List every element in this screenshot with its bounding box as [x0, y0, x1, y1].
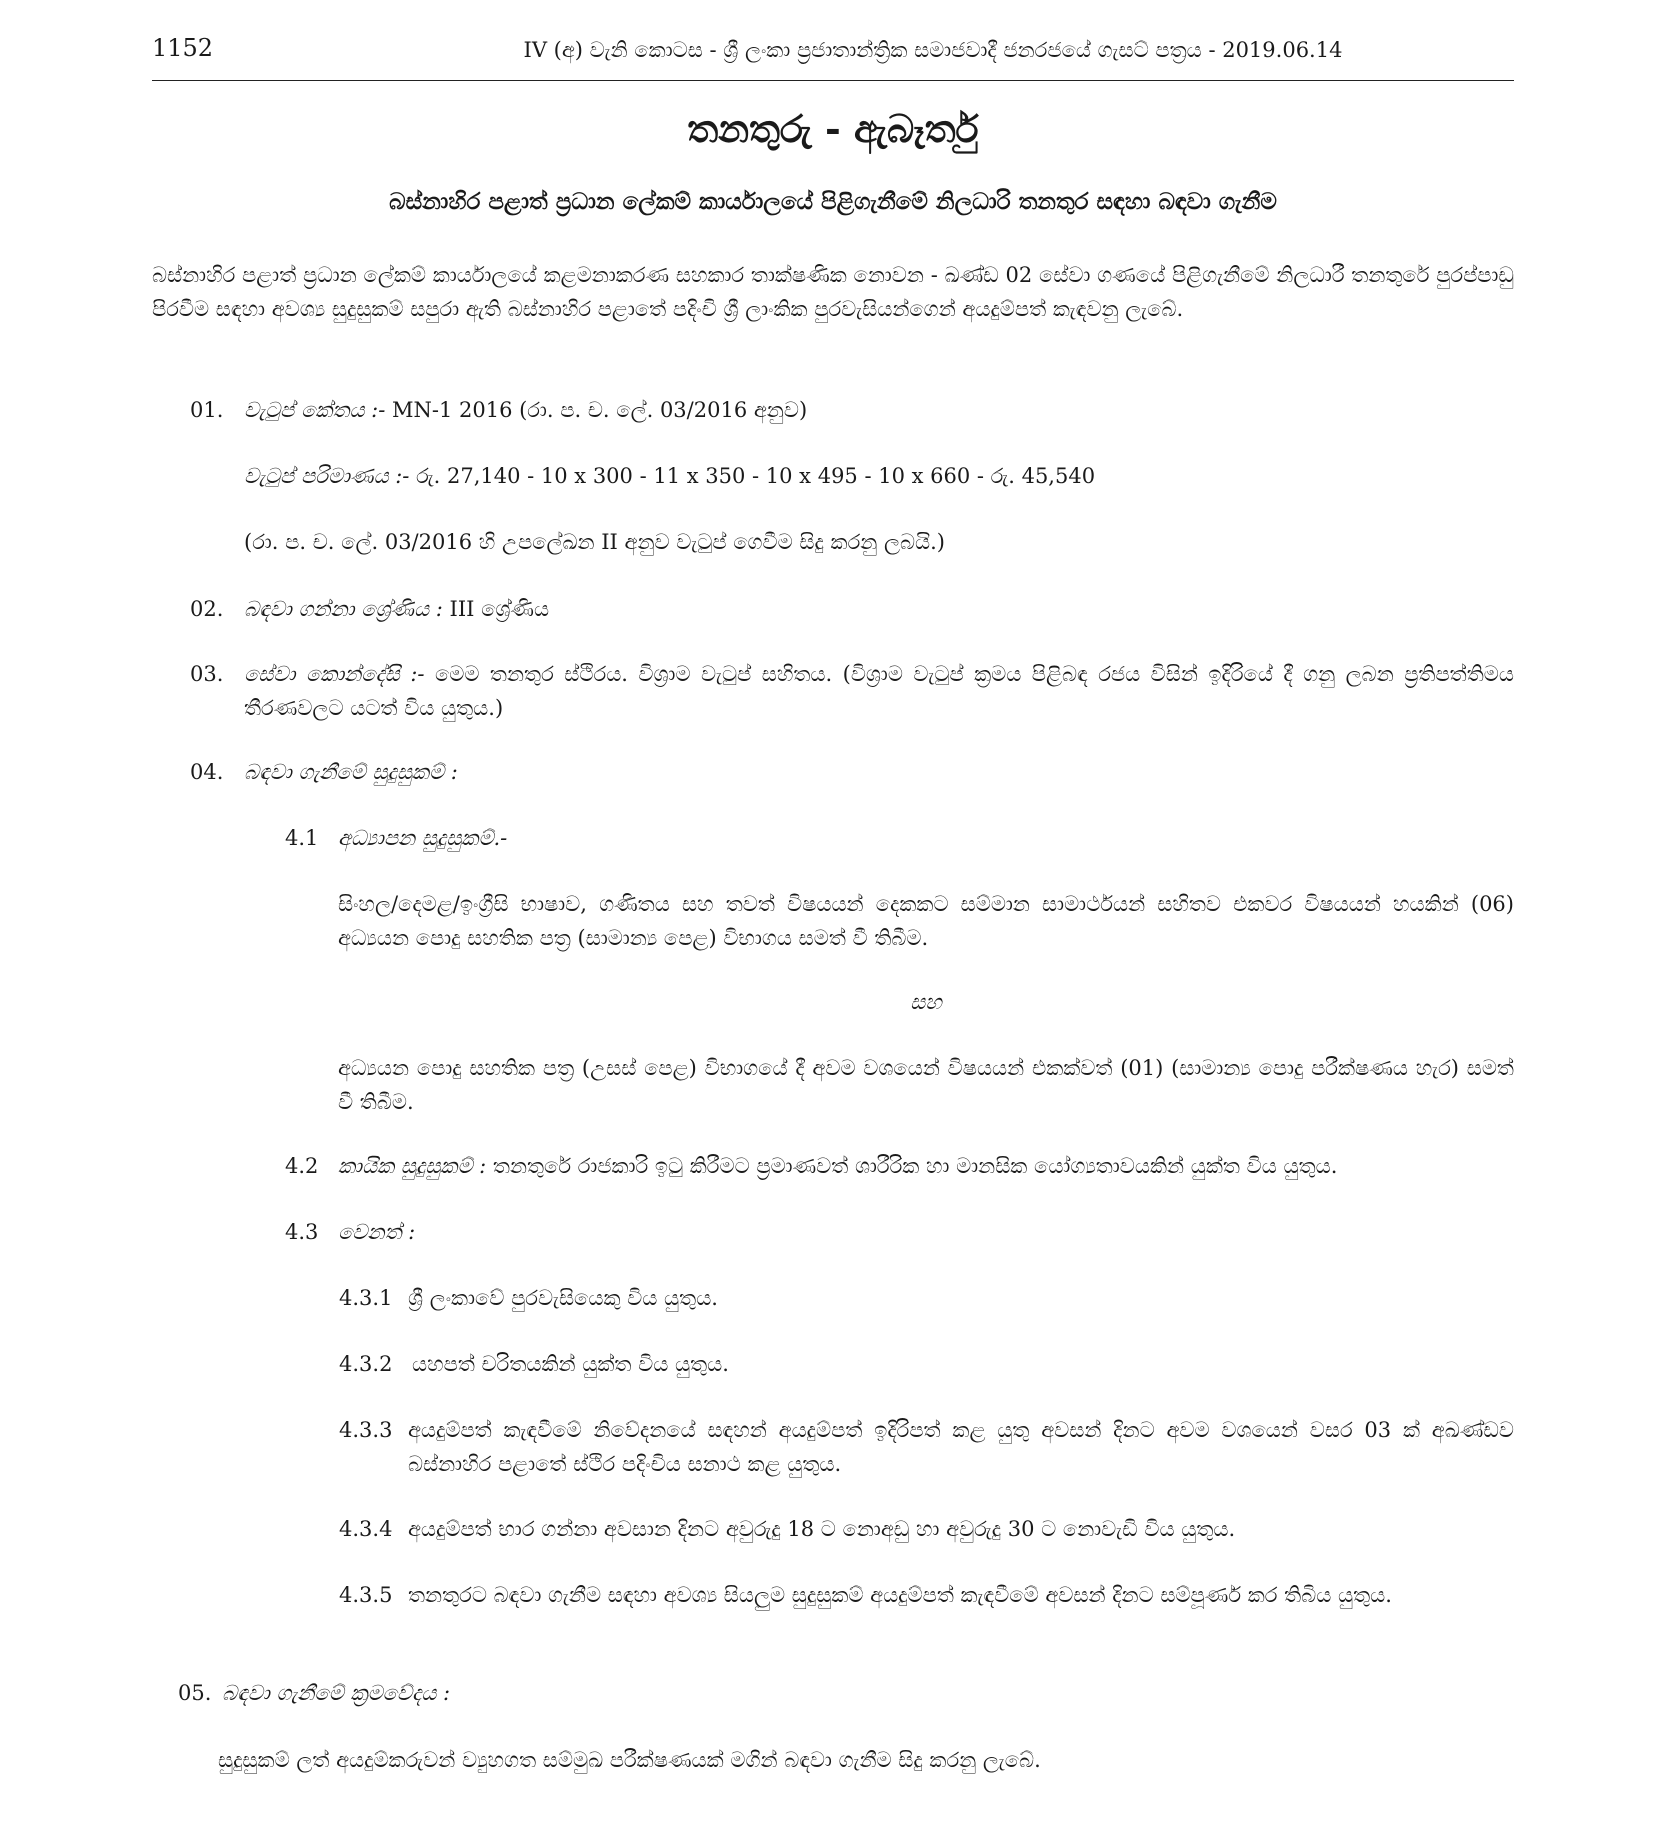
- salary-code-text: MN-1 2016 (රා. ප. ච. ලේ. 03/2016 අනුව): [385, 398, 808, 422]
- section-02-grade: [244, 592, 549, 626]
- item-4-3-4-number: 4.3.4: [339, 1517, 393, 1541]
- sub-title: බස්නාහිර පළාත් ප්‍රධාන ලේකම් කාර්යාලයේ පිළිගැනීමේ නිලධාරි තනතුර සඳහා බඳවා ගැනීම: [389, 188, 1277, 215]
- physical-text: තනතුරේ රාජකාරි ඉටු කිරීමට ප්‍රමාණවත් ශාරීරික හා මානසික යෝග්‍යතාවයකින් යුක්ත විය යුතුය.: [486, 1154, 1338, 1178]
- grade-text: III ශ්‍රේණිය: [442, 597, 550, 621]
- item-4-3-4-text: අයදුම්පත් භාර ගන්නා අවසාන දිනට අවුරුදු 18 ට නොඅඩු හා අවුරුදු 30 ට නොවැඩි විය යුතුය.: [408, 1517, 1236, 1541]
- salary-scale-label: වැටුප් පරිමාණය :-: [244, 464, 410, 488]
- section-01-salary-code: [244, 393, 807, 427]
- section-01-number: 01.: [190, 398, 224, 422]
- service-conditions-text: මෙම තනතුර ස්ථිරය. විශ්‍රාම වැටුප් සහිතය. (විශ්‍රාම වැටුප් ක්‍රමය පිළිබඳ රජය විසින් ඉදිරියේ දී ගනු ලබන ප්‍රතිපත්තිමය තීරණවලට යටත් විය යුතුය.): [244, 662, 1514, 720]
- item-4-3-1-number: 4.3.1: [339, 1286, 393, 1310]
- main-title: තනතුරු - ඇබෑර්තු: [687, 106, 979, 151]
- item-4-3-2-text: යහපත් චරිතයකින් යුක්ත විය යුතුය.: [412, 1352, 729, 1376]
- section-4-2-physical: [338, 1149, 1337, 1183]
- section-03-service-conditions: [244, 657, 1514, 725]
- page-header: [152, 30, 1514, 81]
- section-01-salary-scale: [244, 459, 1095, 493]
- section-02-number: 02.: [190, 597, 224, 621]
- section-05-label: බඳවා ගැනීමේ ක්‍රමවේදය :: [222, 1681, 451, 1705]
- gazette-page: [152, 30, 1514, 1772]
- section-05-number: 05.: [178, 1681, 212, 1705]
- salary-scale-text: රු. 27,140 - 10 x 300 - 11 x 350 - 10 x 495 - 10 x 660 - රු. 45,540: [409, 464, 1096, 488]
- running-head: IV (අ) වැනි කොටස - ශ්‍රී ලංකා ප්‍රජාතාන්ත්‍රික සමාජවාදී ජනරජයේ ගැසට් පත්‍රය - 2019.06.14: [523, 38, 1343, 62]
- section-03-number: 03.: [190, 662, 224, 686]
- section-4-1-paragraph-1: සිංහල/දෙමළ/ඉංග්‍රීසි භාෂාව, ගණිතය සහ තවත් විෂයයන් දෙකකට සම්මාන සාමාර්ථයන් සහිතව එකවර විෂයයන් හයකින් (06) අධ්‍යයන පොදු සහතික පත්‍ර (සාමාන්‍ය පෙළ) විභාගය සමත් වී තිබීම.: [338, 892, 1514, 950]
- item-4-3-2-number: 4.3.2: [339, 1352, 393, 1376]
- grade-label: බඳවා ගන්නා ශ්‍රේණිය :: [244, 597, 443, 621]
- page-number: 1152: [152, 34, 214, 62]
- item-4-3-1-text: ශ්‍රී ලංකාවේ පුරවැසියෙකු විය යුතුය.: [408, 1286, 718, 1310]
- section-4-1-conjunction: සහ: [910, 990, 942, 1014]
- section-04-number: 04.: [190, 760, 224, 784]
- section-4-3-number: 4.3: [285, 1220, 319, 1244]
- section-4-1-number: 4.1: [285, 826, 319, 850]
- section-05-text: සුදුසුකම් ලත් අයදුම්කරුවන් ව්‍යුහගත සම්මුඛ පරීක්ෂණයක් මගින් බඳවා ගැනීම සිදු කරනු ලැබේ.: [218, 1748, 1041, 1772]
- physical-label: කායික සුදුසුකම් :: [338, 1154, 487, 1178]
- section-4-3-label: වෙනත් :: [338, 1220, 416, 1244]
- section-04-label: බඳවා ගැනීමේ සුදුසුකම් :: [244, 760, 458, 784]
- intro-paragraph: බස්නාහිර පළාත් ප්‍රධාන ලේකම් කාර්යාලයේ කළමනාකරණ සහකාර තාක්ෂණික නොවන - ඛණ්ඩ 02 සේවා ගණයේ පිළිගැනීමේ නිලධාරී තනතුරේ පුරප්පාඩු පිරවීම සඳහා අවශ්‍ය සුදුසුකම් සපුරා ඇති බස්නාහිර පළාතේ පදිංචි ශ්‍රී ලාංකික පුරවැසියන්ගෙන් අයදුම්පත් කැඳවනු ලැබේ.: [152, 263, 1514, 321]
- salary-code-label: වැටුප් කේතය :-: [244, 398, 386, 422]
- service-conditions-label: සේවා කොන්දේසි :-: [244, 662, 425, 686]
- item-4-3-3-text: අයදුම්පත් කැඳවීමේ නිවේදනයේ සඳහන් අයදුම්පත් ඉදිරිපත් කළ යුතු අවසන් දිනට අවම වශයෙන් වසර 03 ක් අඛණ්ඩව බස්නාහිර පළාතේ ස්ථිර පදිංචිය සනාථ කළ යුතුය.: [408, 1418, 1514, 1476]
- section-4-2-number: 4.2: [285, 1154, 319, 1178]
- section-01-note: (රා. ප. ච. ලේ. 03/2016 හි උපලේඛන II අනුව වැටුප් ගෙවීම සිදු කරනු ලබයි.): [244, 530, 945, 554]
- item-4-3-5-text: තනතුරට බඳවා ගැනීම සඳහා අවශ්‍ය සියලුම සුදුසුකම් අයදුම්පත් කැඳවීමේ අවසන් දිනට සම්පූර්ණ කර තිබිය යුතුය.: [408, 1583, 1392, 1607]
- item-4-3-5-number: 4.3.5: [339, 1583, 393, 1607]
- item-4-3-3-number: 4.3.3: [339, 1418, 393, 1442]
- section-4-1-label: අධ්‍යාපන සුදුසුකම්.-: [338, 826, 508, 850]
- section-4-1-paragraph-2: අධ්‍යයන පොදු සහතික පත්‍ර (උසස් පෙළ) විභාගයේ දී අවම වශයෙන් විෂයයන් එකක්වත් (01) (සාමාන්‍ය පොදු පරීක්ෂණය හැර) සමත් වී තිබීම.: [338, 1056, 1514, 1114]
